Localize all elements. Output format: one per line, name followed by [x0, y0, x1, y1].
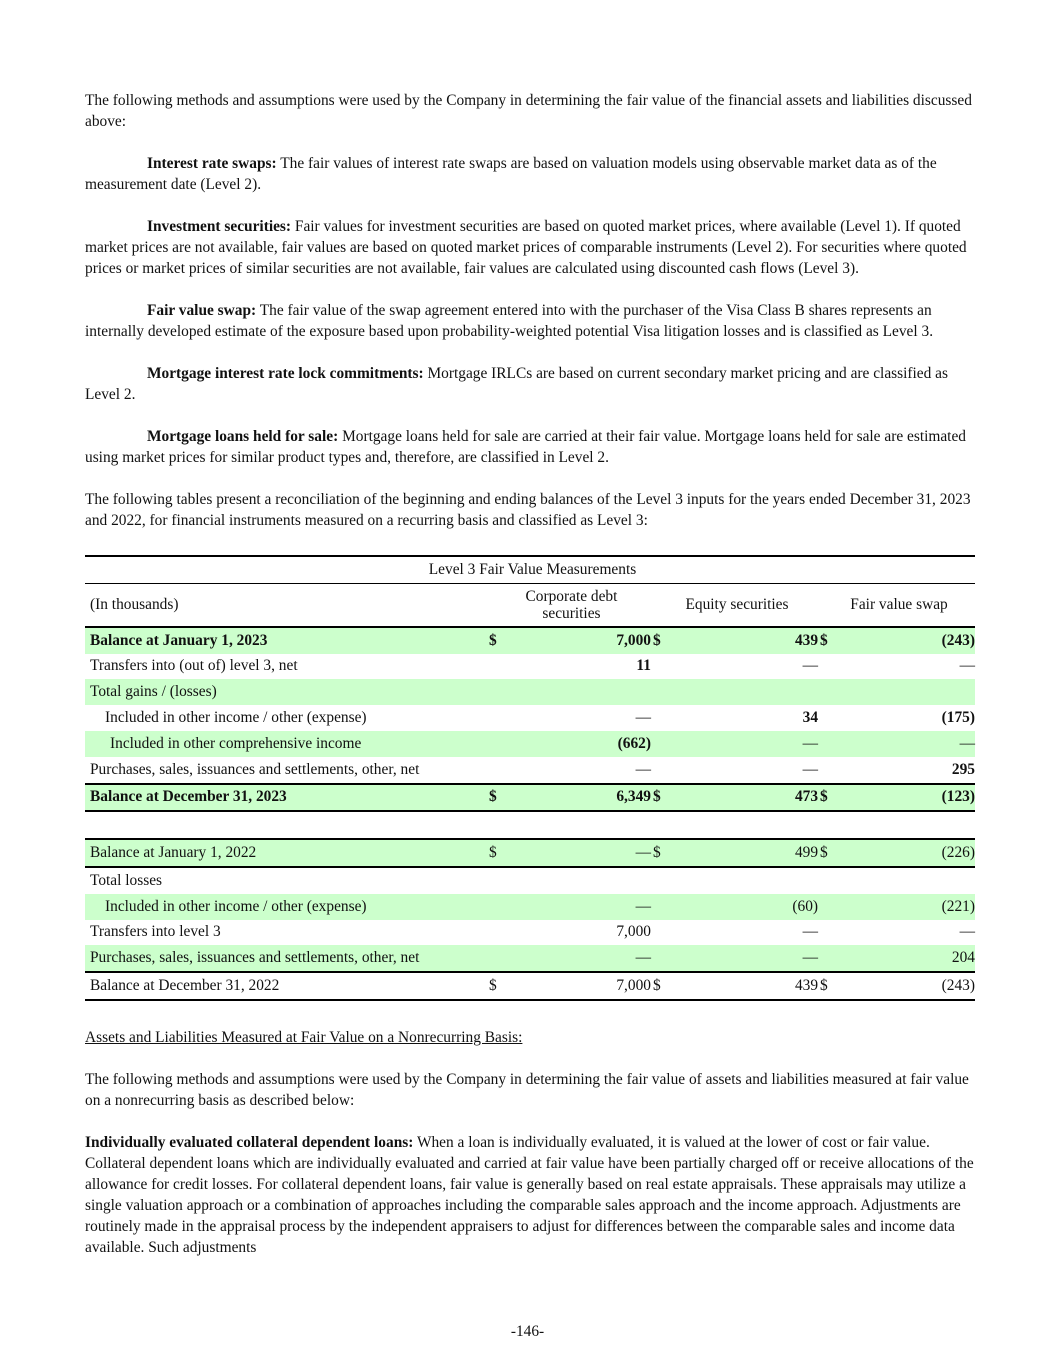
para-text: When a loan is individually evaluated, it is valued at the lower of cost or fair value. Collateral dependent loans which are individually evaluated and carried at fair value have been partially charged off or receive allocations of the allowance for credit losses. For collateral dependent loans, fair value is generally based on real estate appraisals. These appraisals may utilize a single valuation approach or a combination of approaches including the comparable sales approach and the income approach. Adjustments are routinely made in the appraisal process by the independent appraisers to adjust for differences between the comparable sales and income data available. Such adjustments — [85, 1133, 974, 1256]
cell-value: 204 — [838, 945, 975, 972]
cell-value: — — [802, 923, 819, 941]
col1-line2: securities — [542, 604, 601, 622]
cell-value: 7,000 — [616, 631, 651, 649]
interest-rate-swaps-paragraph — [85, 153, 974, 195]
cell-value: (226) — [838, 839, 975, 867]
col-header-label: (In thousands) — [85, 583, 487, 627]
row-label: Purchases, sales, issuances and settlements, other, net — [85, 757, 487, 784]
fair-value-swap-paragraph — [85, 300, 974, 342]
col-header-equity: Equity securities — [651, 583, 818, 627]
para-heading: Investment securities: — [147, 218, 292, 235]
document-page — [85, 90, 974, 1258]
mortgage-irlc-paragraph — [85, 363, 974, 405]
table-title: Level 3 Fair Value Measurements — [85, 556, 975, 583]
investment-securities-paragraph — [85, 216, 974, 279]
cell-value: (175) — [941, 709, 975, 727]
cell-value: — — [507, 894, 651, 920]
cell-value: — — [671, 731, 818, 757]
cell-value: (123) — [941, 788, 975, 806]
dollar-sign: $ — [487, 839, 507, 867]
table-row — [85, 784, 975, 812]
row-label: Total losses — [90, 871, 163, 889]
cell-value: 439 — [671, 972, 818, 1000]
cell-value: (60) — [671, 894, 818, 920]
row-label: Transfers into level 3 — [90, 923, 221, 941]
cell-value: — — [635, 709, 651, 727]
row-label: Balance at December 31, 2022 — [85, 972, 487, 1000]
cell-value: 439 — [794, 631, 819, 649]
table-row — [85, 731, 975, 757]
col-header-corporate-debt — [487, 583, 651, 627]
cell-value: — — [802, 657, 819, 675]
table-header-row — [85, 583, 975, 627]
para-text: The fair values of interest rate swaps are based on valuation models using observable market data as of the measurement date (Level 2). — [85, 155, 937, 193]
cell-value: — — [838, 731, 975, 757]
table-row — [85, 705, 975, 731]
row-label: Balance at January 1, 2022 — [85, 839, 487, 867]
cell-value: (221) — [838, 894, 975, 920]
cell-value: 499 — [671, 839, 818, 867]
table-row — [85, 654, 975, 680]
cell-value: — — [959, 657, 975, 675]
cell-value: — — [507, 839, 651, 867]
row-label: Included in other comprehensive income — [85, 731, 487, 757]
cell-value: — — [671, 945, 818, 972]
col1-line1: Corporate debt — [525, 587, 618, 605]
row-label: Balance at December 31, 2023 — [90, 788, 287, 806]
para-heading: Fair value swap: — [147, 302, 257, 319]
dollar-sign: $ — [488, 788, 497, 806]
spacer-row — [85, 811, 975, 839]
collateral-loans-paragraph — [85, 1132, 974, 1258]
dollar-sign: $ — [818, 972, 838, 1000]
dollar-sign: $ — [820, 631, 828, 649]
cell-value: 473 — [794, 788, 819, 806]
table-row — [85, 839, 975, 867]
row-label: Balance at January 1, 2023 — [90, 631, 268, 649]
cell-value: 6,349 — [616, 788, 651, 806]
row-label: Total gains / (losses) — [85, 679, 487, 705]
cell-value: — — [507, 945, 651, 972]
mortgage-loans-paragraph — [85, 426, 974, 468]
dollar-sign: $ — [652, 788, 661, 806]
dollar-sign: $ — [488, 631, 497, 649]
table-row — [85, 679, 975, 705]
cell-value: (662) — [617, 734, 651, 752]
row-label: Purchases, sales, issuances and settlements, other, net — [85, 945, 487, 972]
cell-value: 295 — [951, 760, 975, 778]
cell-value: 7,000 — [507, 972, 651, 1000]
table-row — [85, 894, 975, 920]
nonrecurring-heading: Assets and Liabilities Measured at Fair Value on a Nonrecurring Basis: — [85, 1028, 523, 1046]
table-row — [85, 945, 975, 972]
dollar-sign: $ — [820, 788, 828, 806]
intro-paragraph: The following methods and assumptions were used by the Company in determining the fair value of the financial assets and liabilities discussed above: — [85, 92, 972, 130]
cell-value: — — [507, 757, 651, 784]
row-label: Included in other income / other (expense) — [105, 709, 367, 727]
dollar-sign: $ — [651, 839, 671, 867]
row-label: Included in other income / other (expense) — [85, 894, 487, 920]
cell-value: 34 — [802, 709, 819, 727]
para-text: Mortgage IRLCs are based on current secondary market pricing and are classified as Level 2. — [85, 365, 949, 403]
para-heading: Mortgage loans held for sale: — [147, 428, 339, 445]
cell-value: 11 — [636, 657, 651, 675]
cell-value: 7,000 — [616, 923, 651, 941]
cell-value: — — [959, 923, 975, 941]
table-title-row — [85, 556, 975, 583]
cell-value: — — [671, 757, 818, 784]
table-row — [85, 627, 975, 654]
table-row — [85, 757, 975, 784]
tables-intro-paragraph: The following tables present a reconciliation of the beginning and ending balances of the Level 3 inputs for the years ended December 31, 2023 and 2022, for financial instruments measured on a recurring basis and classified as Level 3: — [85, 491, 971, 529]
dollar-sign: $ — [652, 631, 661, 649]
dollar-sign: $ — [487, 972, 507, 1000]
para-heading: Individually evaluated collateral dependent loans: — [85, 1133, 414, 1151]
para-text: Fair values for investment securities are based on quoted market prices, where available (Level 1). If quoted market prices are not available, fair values are based on quoted market prices of comparable instruments (Level 2). For securities where quoted prices or market prices of similar securities are not available, fair values are calculated using discounted cash flows (Level 3). — [85, 218, 967, 277]
para-heading: Interest rate swaps: — [147, 155, 277, 172]
nonrecurring-intro-paragraph: The following methods and assumptions were used by the Company in determining the fair value of assets and liabilities measured at fair value on a nonrecurring basis as described below: — [85, 1070, 969, 1109]
dollar-sign: $ — [651, 972, 671, 1000]
table-row — [85, 867, 975, 894]
cell-value: (243) — [941, 631, 975, 649]
cell-value: (243) — [838, 972, 975, 1000]
col-header-fair-value-swap: Fair value swap — [818, 583, 975, 627]
para-heading: Mortgage interest rate lock commitments: — [147, 365, 424, 382]
page-number: -146- — [510, 1323, 545, 1340]
table-row — [85, 972, 975, 1000]
level3-reconciliation-table — [85, 555, 975, 1001]
para-text: Mortgage loans held for sale are carried at their fair value. Mortgage loans held for sale are estimated using market prices for similar product types and, therefore, are classified in Level 2. — [85, 428, 966, 466]
para-text: The fair value of the swap agreement entered into with the purchaser of the Visa Class B shares represents an internally developed estimate of the exposure based upon probability-weighted potential Visa litigation losses and is classified as Level 3. — [85, 302, 934, 340]
row-label: Transfers into (out of) level 3, net — [90, 657, 298, 675]
dollar-sign: $ — [818, 839, 838, 867]
table-row — [85, 920, 975, 946]
